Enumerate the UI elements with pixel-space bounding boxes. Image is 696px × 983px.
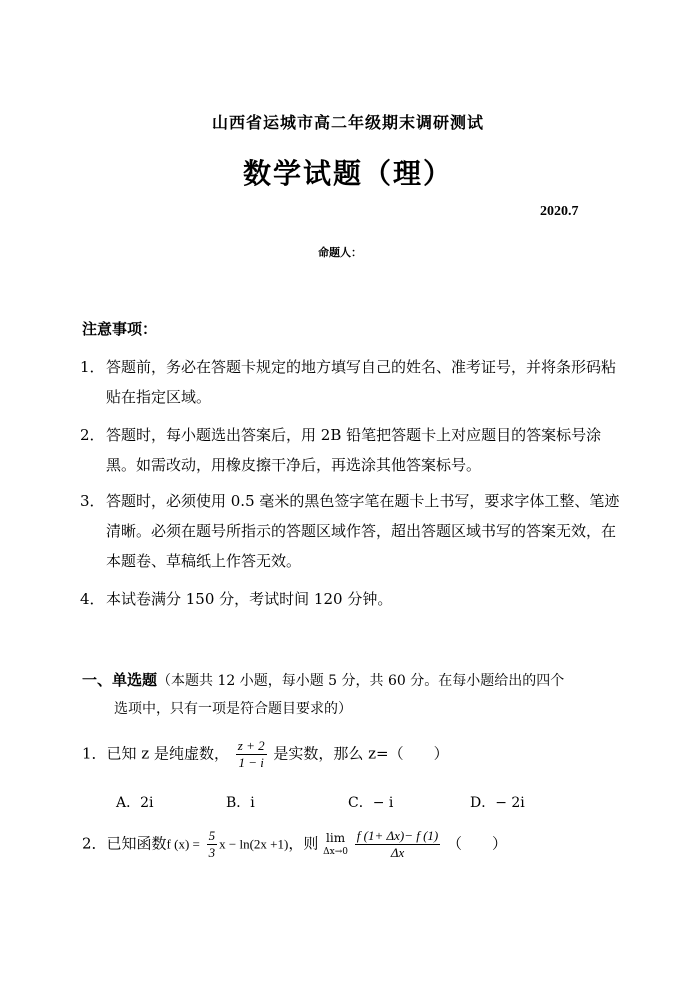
question-2-suffix: （ ） <box>447 834 508 853</box>
section-single-choice <box>82 666 622 723</box>
fraction-denominator: 1 − i <box>238 755 264 770</box>
fraction-denominator: Δx <box>390 845 405 860</box>
fraction-numerator: z + 2 <box>237 738 265 753</box>
question-1 <box>82 738 449 771</box>
limit-label: lim <box>326 830 346 845</box>
notice-number: 2． <box>80 426 105 444</box>
question-2 <box>82 828 507 861</box>
notice-number: 3． <box>80 492 105 510</box>
exam-title: 数学试题（理） <box>242 157 453 190</box>
section-heading: 一、单选题 <box>82 671 158 689</box>
notice-number: 1． <box>80 358 105 376</box>
question-2-mid: ，则 <box>288 834 319 853</box>
limit-operator <box>323 831 348 859</box>
option-c[interactable]: C．− i <box>348 795 394 811</box>
function-name: f (x) = <box>166 836 200 852</box>
option-a[interactable]: A．2i <box>116 795 154 811</box>
notice-item-1 <box>80 352 620 412</box>
section-description: （本题共 12 小题，每小题 5 分，共 60 分。在每小题给出的四个 <box>157 673 565 689</box>
notice-item-3 <box>80 486 620 576</box>
coefficient-fraction <box>207 828 218 861</box>
notice-item-4 <box>80 584 620 614</box>
question-1-suffix: 是实数，那么 z=（ ） <box>273 744 449 763</box>
fraction-denominator: 3 <box>208 845 216 860</box>
notice-text: 答题时，必须使用 0.5 毫米的黑色签字笔在题卡上书写，要求字体工整、笔迹清晰。必须在题号所指示的答题区域作答，超出答题区域书写的答案无效，在本题卷、草稿纸上作答无效。 <box>106 492 620 570</box>
question-1-prefix: 1．已知 z 是纯虚数， <box>82 744 229 763</box>
fraction-numerator: 5 <box>208 828 216 843</box>
notice-item-2 <box>80 420 620 480</box>
section-description-cont: 选项中，只有一项是符合题目要求的） <box>114 701 352 717</box>
limit-subscript: Δx→0 <box>323 846 348 857</box>
fraction-numerator: f (1+ Δx)− f (1) <box>356 828 439 843</box>
notice-text: 答题时，每小题选出答案后，用 2B 铅笔把答题卡上对应题目的答案标号涂黑。如需改动，用橡皮擦干净后，再选涂其他答案标号。 <box>106 426 602 474</box>
function-expression: x − ln(2x +1) <box>219 836 289 852</box>
notice-heading: 注意事项： <box>82 320 158 338</box>
option-d[interactable]: D．− 2i <box>470 795 525 811</box>
exam-date: 2020.7 <box>540 204 579 219</box>
question-2-prefix: 2．已知函数 <box>82 834 167 853</box>
limit-fraction <box>355 828 441 861</box>
question-1-fraction <box>236 738 267 771</box>
notice-text: 答题前，务必在答题卡规定的地方填写自己的姓名、准考证号，并将条形码粘贴在指定区域。 <box>106 358 617 406</box>
exam-subtitle: 山西省运城市高二年级期末调研测试 <box>211 113 484 132</box>
option-b[interactable]: B．i <box>226 795 255 811</box>
question-setter-label: 命题人： <box>318 246 362 259</box>
notice-text: 本试卷满分 150 分，考试时间 120 分钟。 <box>106 590 393 608</box>
notice-number: 4． <box>80 590 105 608</box>
